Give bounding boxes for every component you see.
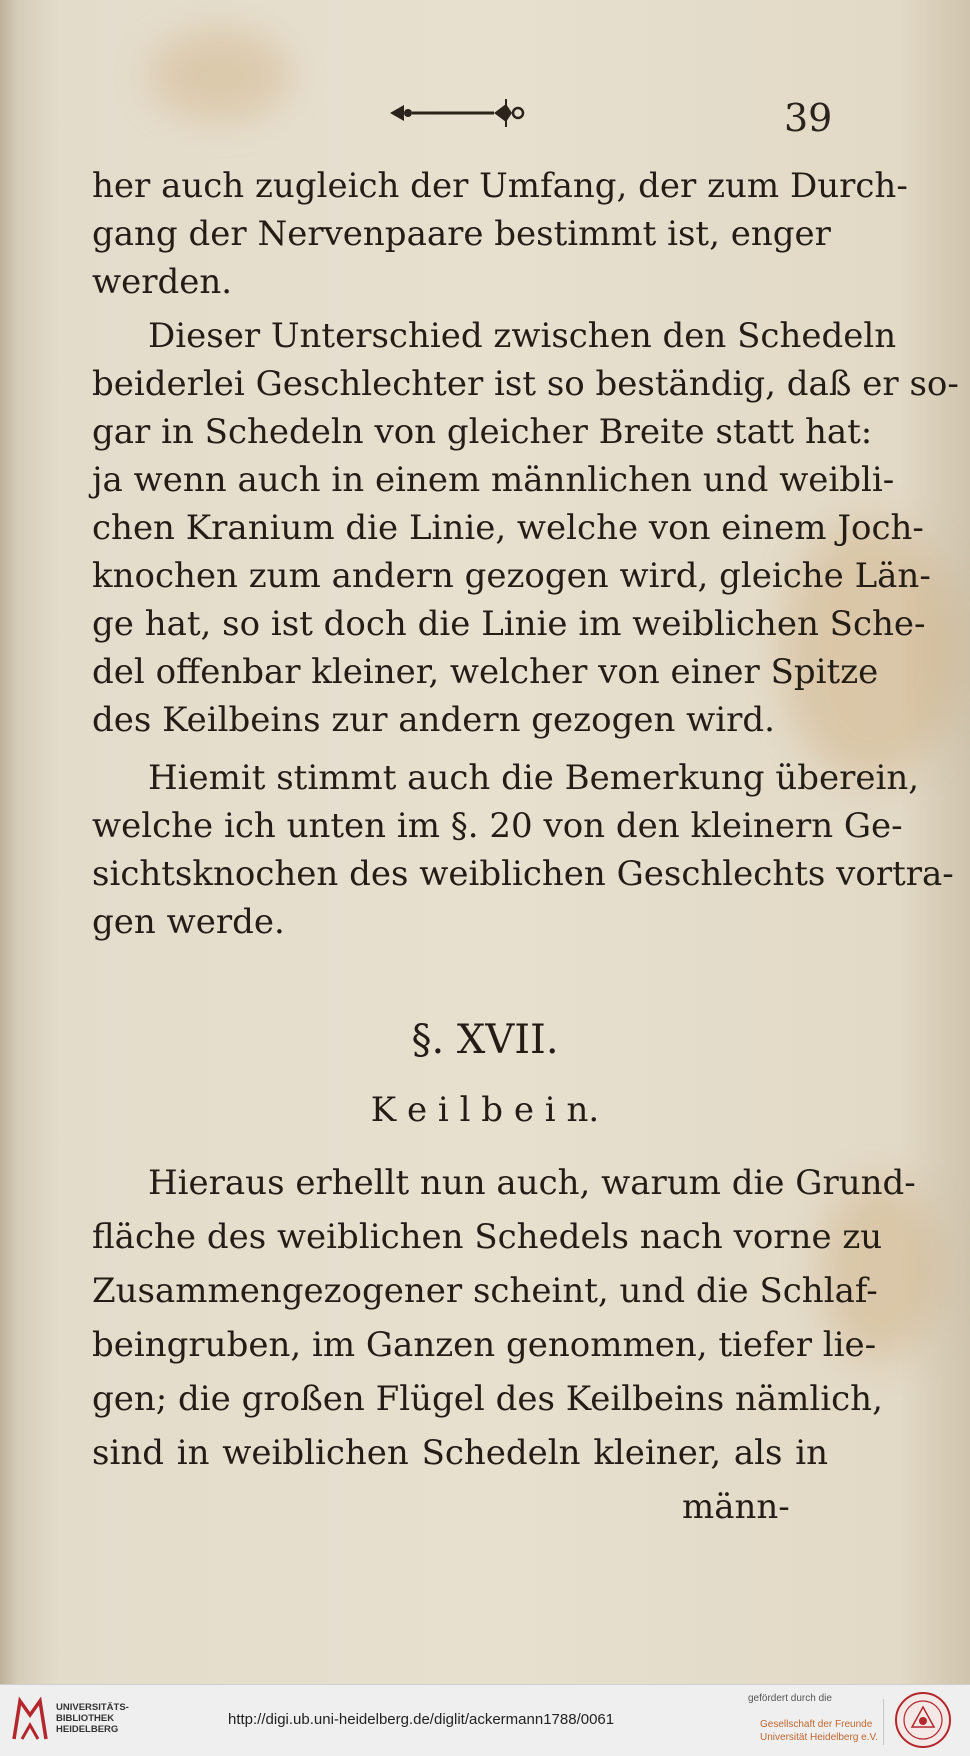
text-line: fläche des weiblichen Schedels nach vorne zu bbox=[92, 1217, 883, 1257]
text-line: gar in Schedeln von gleicher Breite statt hat: bbox=[92, 412, 873, 452]
text-line: gang der Nervenpaare bestimmt ist, enger bbox=[92, 214, 831, 254]
text-line: her auch zugleich der Umfang, der zum Durch- bbox=[92, 166, 908, 206]
text-line: welche ich unten im §. 20 von den kleinern Ge- bbox=[92, 806, 903, 846]
page-url-link[interactable]: http://digi.ub.uni-heidelberg.de/diglit/ackermann1788/0061 bbox=[228, 1711, 615, 1728]
text-line: beingruben, im Ganzen genommen, tiefer lie- bbox=[92, 1325, 877, 1365]
text-line: des Keilbeins zur andern gezogen wird. bbox=[92, 700, 775, 740]
funded-by-label: gefördert durch die bbox=[748, 1693, 832, 1704]
text-line: sichtsknochen des weiblichen Geschlechts vortra- bbox=[92, 854, 954, 894]
library-name: UNIVERSITÄTS- BIBLIOTHEK HEIDELBERG bbox=[56, 1702, 129, 1735]
text-line: sind in weiblichen Schedeln kleiner, als in bbox=[92, 1433, 828, 1473]
ornament-divider bbox=[382, 96, 534, 130]
text-line: knochen zum andern gezogen wird, gleiche Län- bbox=[92, 556, 931, 596]
footer-bar bbox=[0, 1684, 970, 1756]
text-line: Hiemit stimmt auch die Bemerkung überein, bbox=[148, 758, 920, 798]
library-logo-icon bbox=[10, 1695, 50, 1745]
text-line: Hieraus erhellt nun auch, warum die Grund- bbox=[148, 1163, 916, 1203]
text-line: Zusammengezogener scheint, und die Schlaf- bbox=[92, 1271, 878, 1311]
society-name: Gesellschaft der Freunde Universität Heidelberg e.V. bbox=[760, 1719, 879, 1743]
catchword: männ- bbox=[682, 1487, 790, 1527]
text-line: gen werde. bbox=[92, 902, 285, 942]
section-title: K e i l b e i n. bbox=[370, 1090, 600, 1130]
text-line: ge hat, so ist doch die Linie im weiblichen Sche- bbox=[92, 604, 926, 644]
text-line: del offenbar kleiner, welcher von einer Spitze bbox=[92, 652, 879, 692]
text-line: werden. bbox=[92, 262, 233, 302]
text-line: Dieser Unterschied zwischen den Schedeln bbox=[148, 316, 897, 356]
text-line: gen; die großen Flügel des Keilbeins nämlich, bbox=[92, 1379, 883, 1419]
page-number: 39 bbox=[784, 96, 833, 140]
section-heading: §. XVII. bbox=[411, 1017, 559, 1063]
text-line: ja wenn auch in einem männlichen und weibli- bbox=[92, 460, 895, 500]
university-seal-icon bbox=[894, 1691, 952, 1749]
paper-stain bbox=[150, 30, 290, 120]
text-line: beiderlei Geschlechter ist so beständig, daß er so- bbox=[92, 364, 959, 404]
footer-divider bbox=[883, 1699, 884, 1745]
text-line: chen Kranium die Linie, welche von einem Joch- bbox=[92, 508, 924, 548]
